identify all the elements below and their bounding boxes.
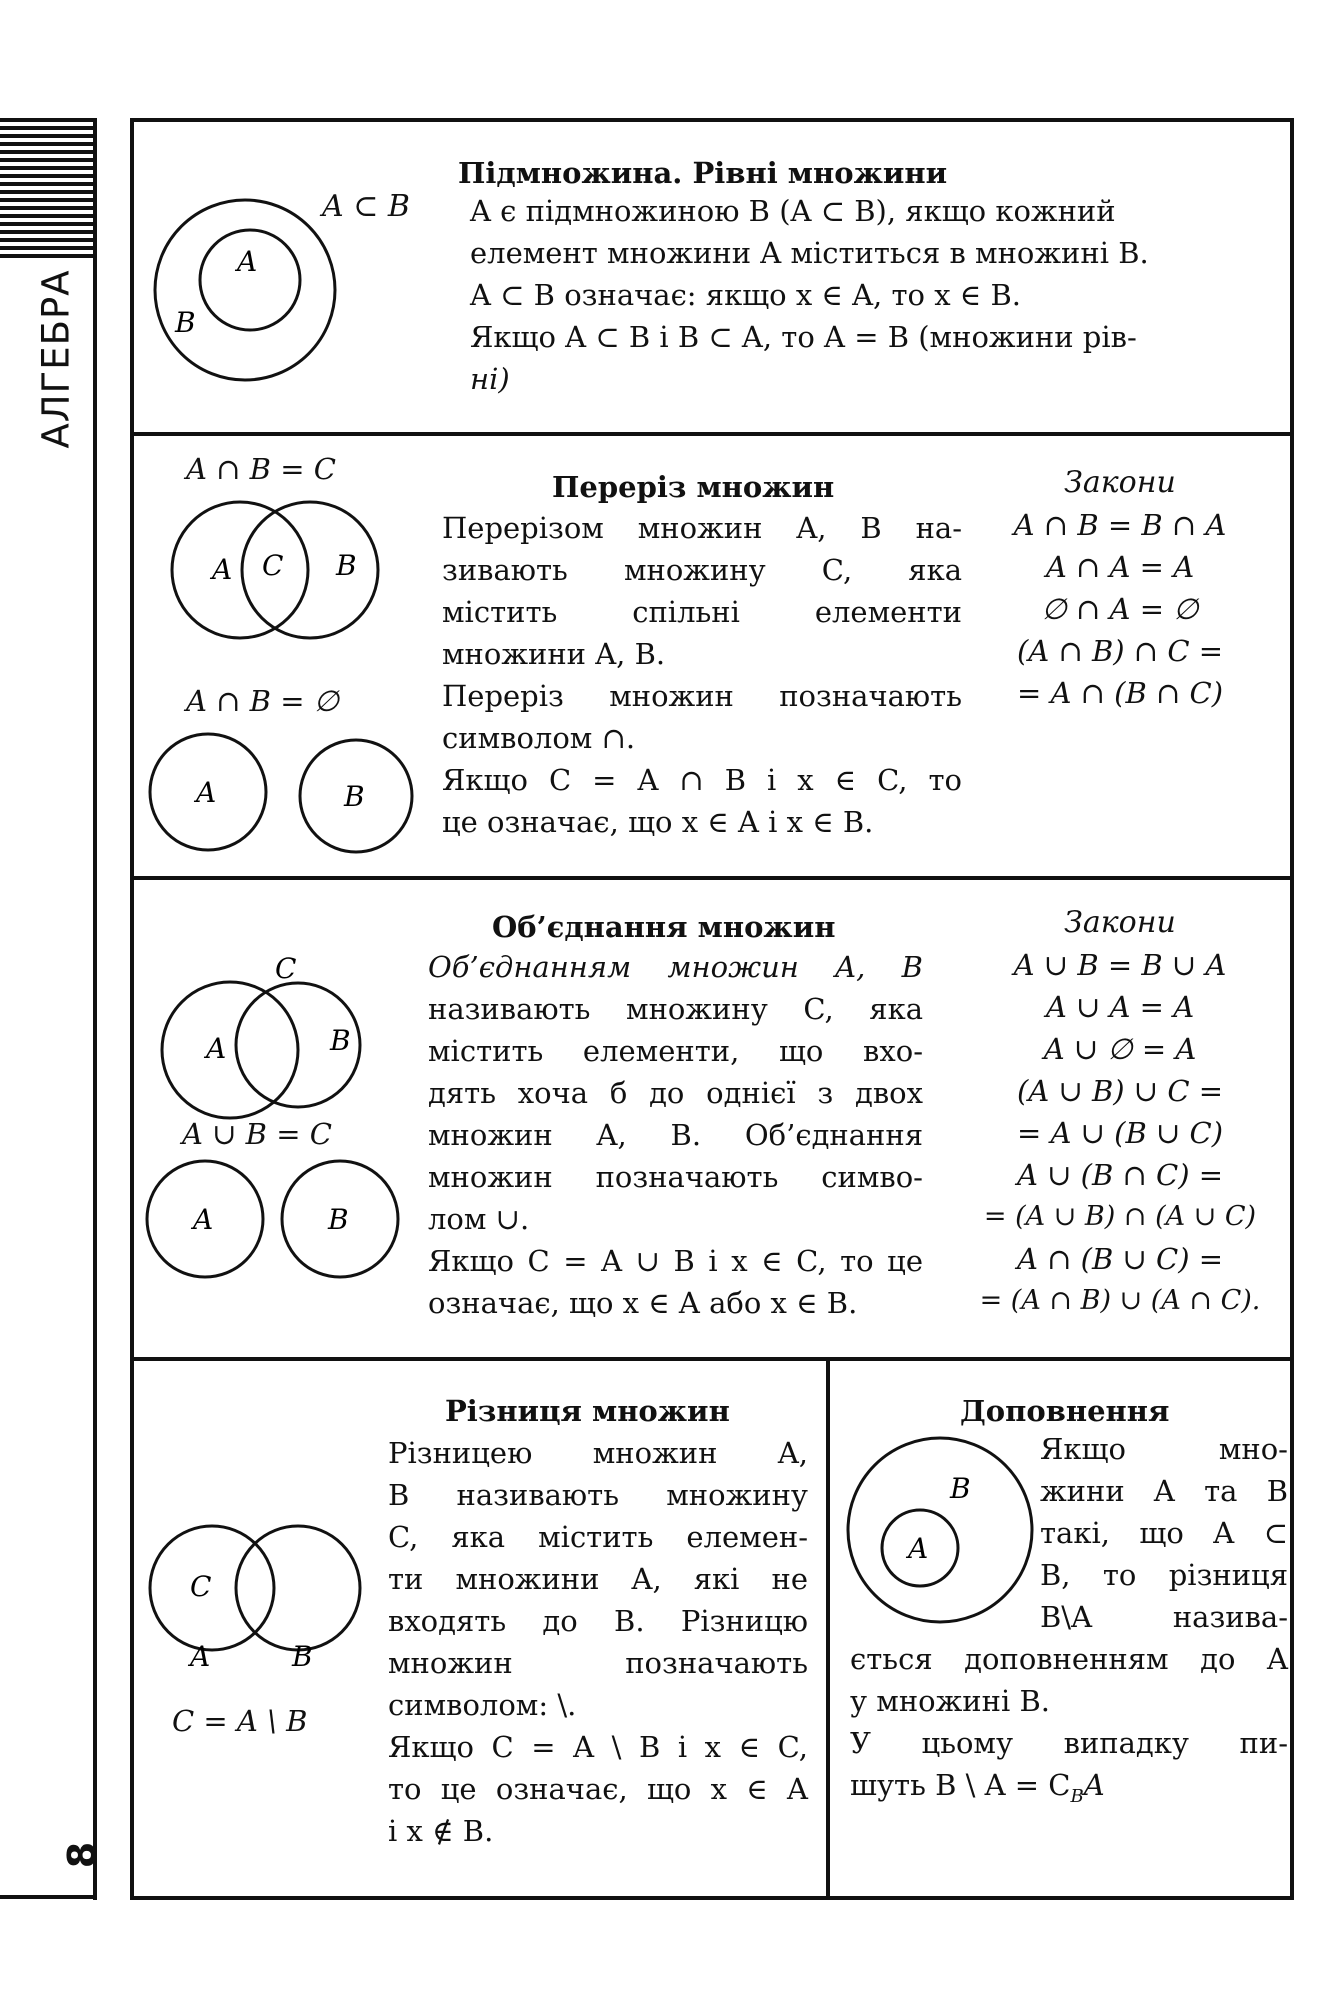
complement-text-wide — [850, 1638, 1288, 1818]
law-line: A ∩ (B ∪ C) = — [1016, 1242, 1224, 1276]
text-line: входять до B. Різницю — [388, 1604, 808, 1638]
label-c: C — [262, 549, 284, 582]
subset-diagram — [140, 195, 350, 395]
text-line: Якщо A ⊂ B і B ⊂ A, то A = B (множини рів- — [470, 320, 1137, 354]
text-line: жини A та B — [1040, 1474, 1288, 1508]
label-c: C — [190, 1570, 212, 1603]
intersection-diagram — [160, 495, 400, 645]
law-line: = A ∩ (B ∩ C) — [1016, 676, 1224, 710]
text-line: множин позначають — [388, 1646, 808, 1680]
law-line: A ∪ B = B ∪ A — [1013, 948, 1227, 982]
difference-diagram — [140, 1520, 380, 1670]
complement-formula: шуть B \ A = C — [850, 1768, 1071, 1802]
label-a: A — [212, 553, 233, 586]
intersection-formula-bottom: A ∩ B = ∅ — [186, 684, 339, 718]
text-line: Якщо C = A ∪ B і x ∈ C, то це — [428, 1244, 923, 1278]
outer-circle-b — [155, 200, 335, 380]
text-line: B\A назива- — [1040, 1600, 1288, 1634]
divider-1 — [130, 432, 1294, 436]
label-b: B — [175, 306, 196, 339]
outer-circle-b — [848, 1438, 1032, 1622]
text-line: ні) — [470, 362, 510, 396]
law-line: A ∪ ∅ = A — [1043, 1032, 1197, 1066]
intersection-title: Переріз множин — [552, 470, 835, 504]
text-line: містить елементи, що вхо- — [428, 1034, 923, 1068]
page-number: 8 — [59, 1841, 104, 1869]
text-line: Різницею множин A, — [388, 1436, 808, 1470]
union-diagram — [150, 950, 390, 1125]
text-line: називають множину C, яка — [428, 992, 923, 1026]
text-line: У цьому випадку пи- — [850, 1726, 1288, 1760]
text-line: такі, що A ⊂ — [1040, 1516, 1288, 1550]
difference-formula: C = A \ B — [172, 1704, 308, 1738]
circle-a — [172, 502, 308, 638]
text-line: B, то різниця — [1040, 1558, 1288, 1592]
text-line: Об’єднанням множин A, B — [428, 950, 923, 984]
law-line: = (A ∩ B) ∪ (A ∩ C). — [979, 1285, 1261, 1316]
union-laws — [955, 944, 1285, 1322]
section-label: АЛГЕБРА — [34, 269, 78, 449]
text-line: Якщо мно- — [1040, 1432, 1288, 1466]
text-line: B називають множину — [388, 1478, 808, 1512]
text-line: множин позначають симво- — [428, 1160, 923, 1194]
complement-tail: A — [1083, 1768, 1105, 1802]
text-line: то це означає, що x ∈ A — [388, 1772, 808, 1806]
text-line: лом ∪. — [428, 1202, 530, 1236]
circle-b — [236, 1526, 360, 1650]
intersection-laws-title: Закони — [1064, 465, 1176, 500]
label-b: B — [292, 1640, 313, 1670]
text-line: Якщо C = A ∩ B і x ∈ C, то — [442, 763, 962, 797]
label-a: A — [196, 776, 217, 809]
text-line — [850, 1764, 1288, 1818]
complement-text-narrow — [1040, 1428, 1288, 1638]
text-line: ється доповненням до A — [850, 1642, 1288, 1676]
text-line: елемент множини A міститься в множині B. — [470, 236, 1149, 270]
disjoint-diagram — [140, 730, 430, 865]
text-line: дять хоча б до однієї з двох — [428, 1076, 923, 1110]
law-line: A ∪ A = A — [1045, 990, 1195, 1024]
union-text — [428, 946, 923, 1324]
label-a: A — [190, 1640, 211, 1670]
text-line: Переріз множин позначають — [442, 679, 962, 713]
text-line: символом ∩. — [442, 721, 636, 755]
text-line: означає, що x ∈ A або x ∈ B. — [428, 1286, 858, 1320]
label-a: A — [193, 1203, 214, 1236]
label-b: B — [330, 1024, 351, 1057]
intersection-formula-top: A ∩ B = C — [186, 452, 336, 486]
law-line: = A ∪ (B ∪ C) — [1016, 1116, 1224, 1150]
text-line: це означає, що x ∈ A і x ∈ B. — [442, 805, 874, 839]
law-line: A ∩ A = A — [1045, 550, 1195, 584]
subset-formula: A ⊂ B — [322, 189, 410, 224]
text-line: C, яка містить елемен- — [388, 1520, 808, 1554]
law-line: A ∩ B = B ∩ A — [1013, 508, 1227, 542]
label-b: B — [344, 780, 365, 813]
margin-rule — [93, 118, 97, 1900]
circle-a — [162, 982, 298, 1118]
law-line: (A ∩ B) ∩ C = — [1016, 634, 1224, 668]
law-line: A ∪ (B ∩ C) = — [1016, 1158, 1224, 1192]
intersection-laws — [1000, 504, 1240, 714]
disjoint-union-diagram — [140, 1157, 420, 1287]
text-line: множини A, B. — [442, 637, 666, 671]
label-a: A — [237, 245, 258, 278]
label-c: C — [275, 952, 297, 985]
label-b: B — [328, 1203, 349, 1236]
subset-text — [470, 190, 1270, 400]
text-line: у множині B. — [850, 1684, 1050, 1718]
difference-text — [388, 1432, 808, 1852]
law-line: ∅ ∩ A = ∅ — [1041, 592, 1199, 626]
difference-title: Різниця множин — [445, 1394, 730, 1428]
text-line: містить спільні елементи — [442, 595, 962, 629]
label-a: A — [908, 1532, 929, 1565]
complement-subscript: B — [1070, 1785, 1084, 1807]
intersection-text — [442, 507, 962, 843]
text-line: множин A, B. Об’єднання — [428, 1118, 923, 1152]
subset-title: Підмножина. Рівні множини — [458, 156, 948, 190]
union-formula: A ∪ B = C — [182, 1117, 332, 1151]
union-title: Об’єднання множин — [492, 910, 836, 944]
text-line: A ⊂ B означає: якщо x ∈ A, то x ∈ B. — [470, 278, 1021, 312]
text-line: зивають множину C, яка — [442, 553, 962, 587]
text-line: і x ∉ B. — [388, 1814, 494, 1848]
label-a: A — [206, 1032, 227, 1065]
label-b: B — [336, 549, 357, 582]
text-line: Перерізом множин A, B на- — [442, 511, 962, 545]
law-line: (A ∪ B) ∪ C = — [1016, 1074, 1224, 1108]
complement-title: Доповнення — [960, 1394, 1170, 1428]
union-laws-title: Закони — [1064, 905, 1176, 940]
divider-vertical — [826, 1357, 830, 1900]
text-line: ти множини A, які не — [388, 1562, 808, 1596]
text-line: A є підмножиною B (A ⊂ B), якщо кожний — [470, 194, 1116, 228]
law-line: = (A ∪ B) ∩ (A ∪ C) — [983, 1201, 1257, 1232]
divider-3 — [130, 1357, 1294, 1361]
text-line: Якщо C = A \ B і x ∈ C, — [388, 1730, 808, 1764]
divider-2 — [130, 876, 1294, 880]
label-b: B — [950, 1472, 971, 1505]
text-line: символом: \. — [388, 1688, 577, 1722]
margin-tick — [0, 1895, 97, 1899]
complement-diagram — [840, 1430, 1040, 1630]
margin-stripes — [0, 118, 95, 258]
